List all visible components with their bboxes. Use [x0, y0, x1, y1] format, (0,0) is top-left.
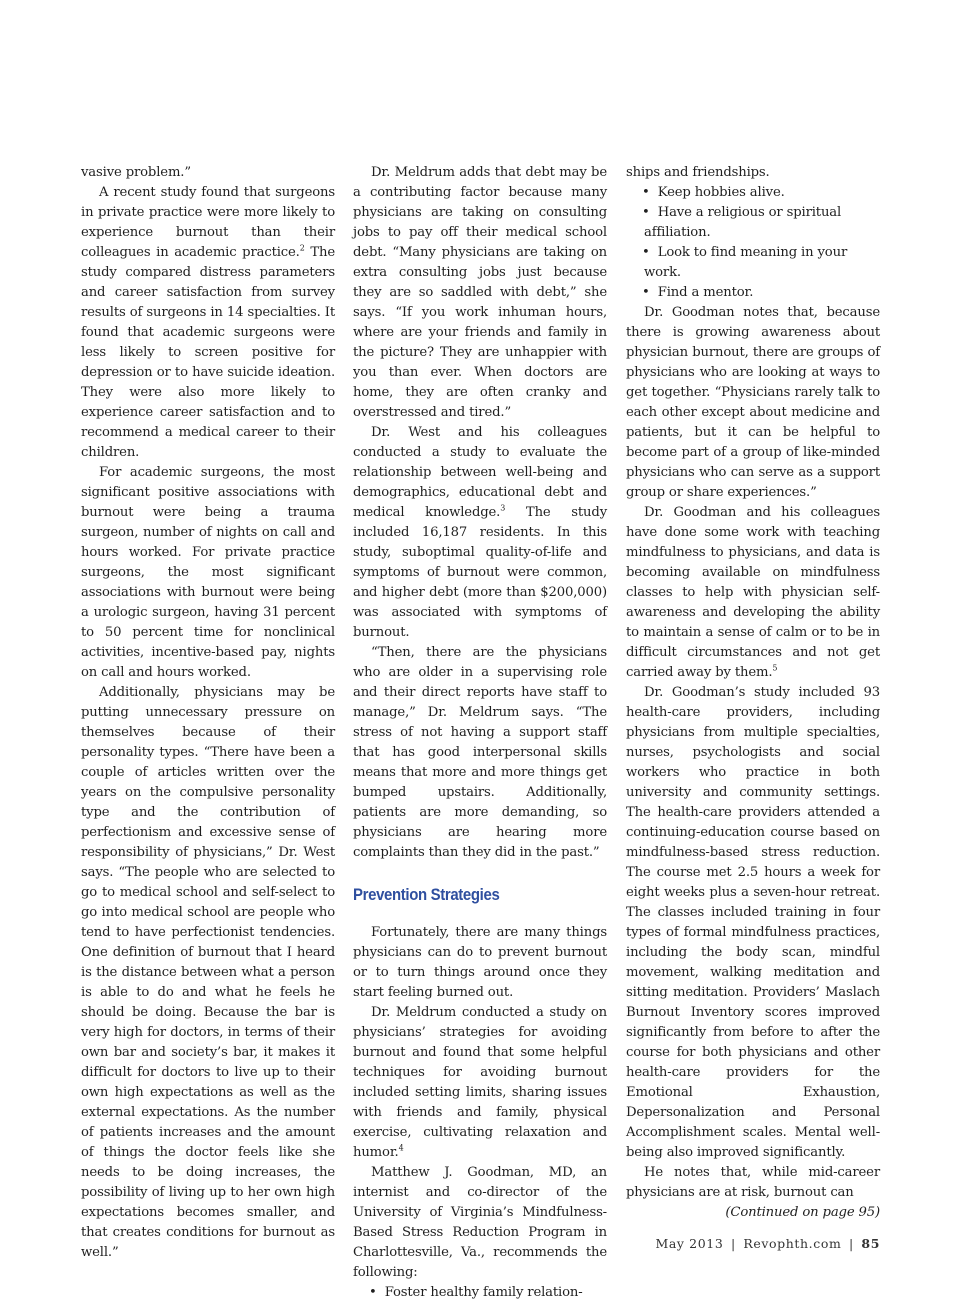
- page-number: 85: [861, 1236, 880, 1251]
- paragraph: Matthew J. Goodman, MD, an internist and co-director of the University of Virginia’s Mindfulness-Based Stress Reduction Program in Charlottesville, Va., recommends the following:: [353, 1165, 607, 1280]
- paragraph: ships and friendships.: [626, 165, 770, 180]
- site-name: Revophth.com: [743, 1236, 842, 1251]
- paragraph: Dr. Goodman’s study included 93 health-care providers, including physicians from multiple specialties, nurses, psychologists and social workers who practice in both university and community settings. The health-care providers attended a continuing-education course based on mindfulness-based stress reduction. The course met 2.5 hours a week for eight weeks plus a seven-hour retreat. The classes included training in four types of formal mindfulness practices, including the body scan, mindful movement, walking meditation and sitting meditation. Providers’ Maslach Burnout Inventory scores improved significantly from before to after the course for both physicians and other health-care providers for the Emotional Exhaustion, Depersonalization and Personal Accomplishment scales. Mental well-being also improved significantly.: [626, 685, 880, 1160]
- article-column-1: [81, 163, 335, 1263]
- paragraph: A recent study found that surgeons in private practice were more likely to experience burnout than their colleagues in academic practice.$^2$ The study compared distress parameters and career satisfaction from survey results of surgeons in 14 specialties. It found that academic surgeons were less likely to screen positive for depression or to have suicide ideation. They were also more likely to experience career satisfaction and to recommend a medical career to their children.: [81, 185, 336, 460]
- list-item: • Look to find meaning in your work.: [626, 243, 880, 283]
- list-item: • Keep hobbies alive.: [626, 183, 880, 203]
- section-heading: Prevention Strategies: [353, 885, 500, 904]
- paragraph: Dr. Meldrum conducted a study on physicians’ strategies for avoiding burnout and found that some helpful techniques for avoiding burnout included setting limits, sharing issues with friends and family, physical exercise, cultivating relaxation and humor.$^4$: [353, 1005, 607, 1160]
- list-item: • Foster healthy family relation-: [353, 1283, 607, 1303]
- reference-marker: 5: [772, 663, 778, 673]
- paragraph: vasive problem.”: [81, 165, 191, 180]
- issue-date: May 2013: [655, 1236, 724, 1251]
- footer-separator: |: [730, 1236, 736, 1251]
- paragraph: Fortunately, there are many things physicians can do to prevent burnout or to turn things around once they start feeling burned out.: [353, 925, 607, 1000]
- footer-separator: |: [849, 1236, 854, 1251]
- paragraph: He notes that, while mid-career physicians are at risk, burnout can: [626, 1165, 880, 1200]
- paragraph: Dr. West and his colleagues conducted a study to evaluate the relationship between well-being and demographics, educational debt and medical knowledge.$^3$ The study included 16,187 residents. In this study, suboptimal quality-of-life and symptoms of burnout were common, and higher debt (more than $200,000) was associated with symptoms of burnout.: [353, 425, 607, 640]
- recommendation-list: [626, 183, 880, 303]
- reference-marker: 4: [398, 1143, 404, 1153]
- page-footer: [655, 1236, 880, 1251]
- paragraph: “Then, there are the physicians who are older in a supervising role and their direct reports have staff to manage,” Dr. Meldrum says. “The stress of not having a support staff that has good interpersonal skills means that more and more things get bumped upstairs. Additionally, patients are more demanding, so physicians are hearing more complaints than they did in the past.”: [353, 645, 607, 860]
- list-item: • Have a religious or spiritual affiliation.: [626, 203, 880, 243]
- continued-note: (Continued on page 95): [725, 1205, 880, 1220]
- reference-marker: 2: [299, 243, 305, 253]
- paragraph: Additionally, physicians may be putting unnecessary pressure on themselves because of their personality types. “There have been a couple of articles written over the years on the compulsive personality type and the contribution of perfectionism and excessive sense of responsibility of physicians,” Dr. West says. “The people who are selected to go to medical school and self-select to go into medical school are people who tend to have perfectionist tendencies. One definition of burnout that I heard is the distance between what a person is able to do and what he feels he should be doing. Because the bar is very high for doctors, in terms of their own bar and society’s bar, it makes it difficult for doctors to live up to their own high expectations as well as the external expectations. As the number of patients increases and the amount of things the doctor feels like she needs to be doing increases, the possibility of living up to her own high expectations becomes smaller, and that creates conditions for burnout as well.”: [81, 685, 335, 1260]
- paragraph: Dr. Goodman notes that, because there is growing awareness about physician burnout, there are groups of physicians who are looking at ways to get together. “Physicians rarely talk to each other except about medicine and patients, but it can be helpful to become part of a group of like-minded physicians who can serve as a support group or share experiences.”: [626, 305, 880, 500]
- article-column-3: [626, 163, 880, 1223]
- paragraph: Dr. Goodman and his colleagues have done some work with teaching mindfulness to physicians, and data is becoming available on mindfulness classes to help with physician self-awareness and developing the ability to maintain a sense of calm or to be in difficult circumstances and not get carried away by them.$^5$: [626, 505, 880, 680]
- article-column-2: [353, 163, 607, 1303]
- paragraph: Dr. Meldrum adds that debt may be a contributing factor because many physicians are taking on consulting jobs to pay off their medical school debt. “Many physicians are taking on extra consulting jobs just because they are so saddled with debt,” she says. “If you work inhuman hours, where are your friends and family in the picture? They are unhappier with you than ever. When doctors are home, they are often cranky and overstressed and tired.”: [353, 165, 607, 420]
- paragraph: For academic surgeons, the most significant positive associations with burnout were being a trauma surgeon, number of nights on call and hours worked. For private practice surgeons, the most significant associations with burnout were being a urologic surgeon, having 31 percent to 50 percent time for nonclinical activities, incentive-based pay, nights on call and hours worked.: [81, 465, 335, 680]
- reference-marker: 3: [500, 503, 506, 513]
- list-item: • Find a mentor.: [626, 283, 880, 303]
- recommendation-list: [353, 1283, 607, 1303]
